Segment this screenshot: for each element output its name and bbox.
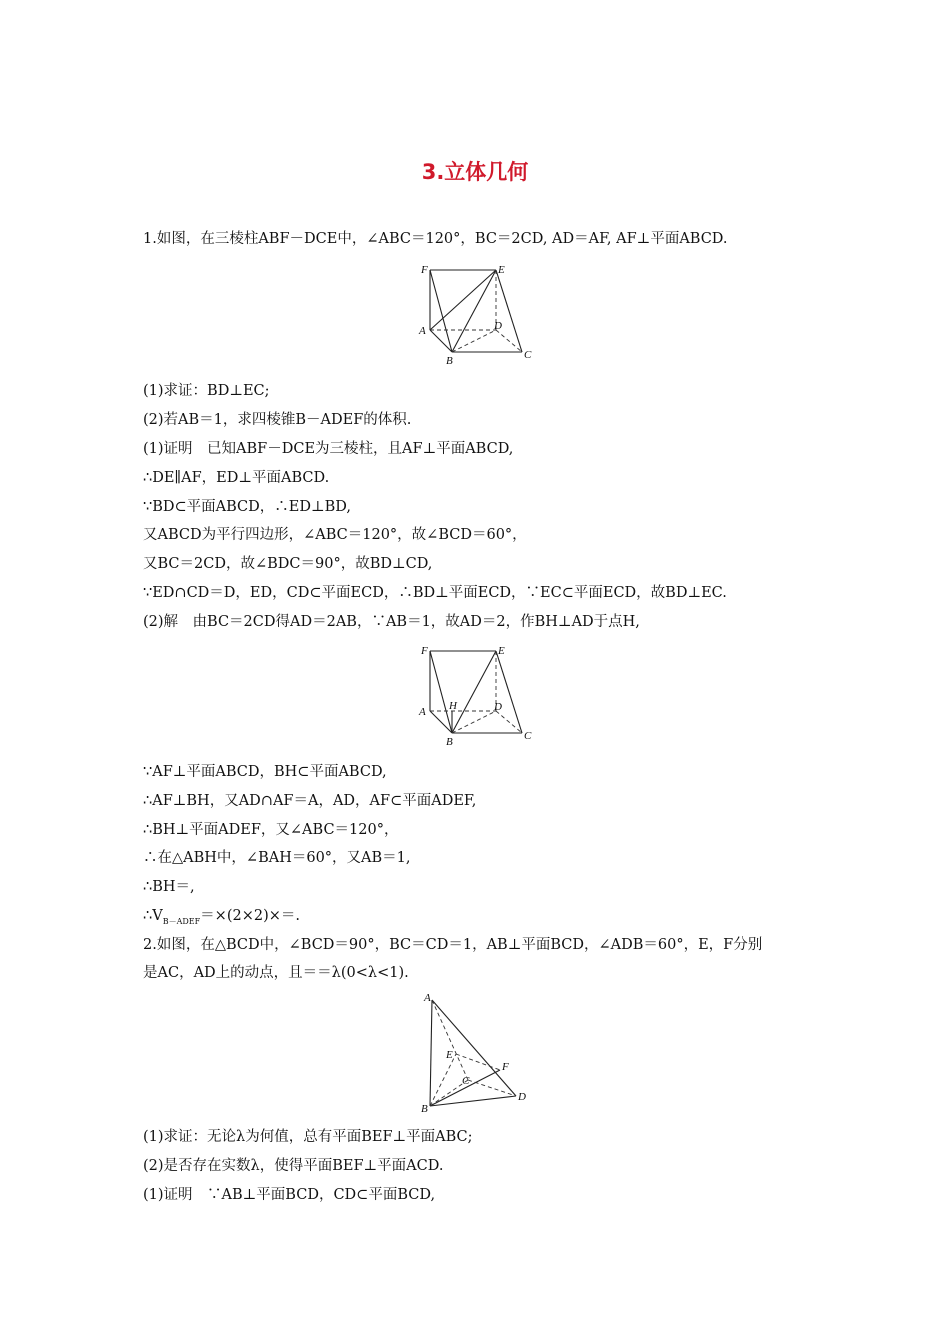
- edge-AE: [430, 270, 496, 330]
- vertex-label-D: D: [494, 701, 502, 713]
- vertex-label-F: F: [421, 264, 428, 276]
- vertex-label-E: E: [446, 1049, 453, 1061]
- edge-EC: [496, 270, 522, 352]
- vertex-label-D: D: [518, 1091, 526, 1103]
- page-title: 3.立体几何: [421, 160, 529, 184]
- problem-1-statement: 1.如图，在三棱柱ABF－DCE中，∠ABC＝120°，BC＝2CD, AD＝AF, AF⊥平面ABCD.: [143, 231, 728, 247]
- edge-AC: [432, 1000, 468, 1080]
- figure-prism-2: [416, 643, 536, 751]
- problem-2-statement: 2.如图，在△BCD中，∠BCD＝90°，BC＝CD＝1，AB⊥平面BCD，∠ADB＝60°，E，F分别: [143, 937, 763, 953]
- volume-formula: [143, 906, 300, 932]
- vertex-label-B: B: [421, 1103, 428, 1114]
- edge-FB: [430, 270, 452, 352]
- edge-EF: [456, 1054, 500, 1070]
- volume-subscript: B－ADEF: [162, 916, 201, 926]
- solution-line: (2)解 由BC＝2CD得AD＝2AB，∵AB＝1，故AD＝2，作BH⊥AD于点H,: [143, 614, 640, 630]
- vertex-label-C: C: [524, 730, 532, 742]
- solution-line: ∴AF⊥BH，又AD∩AF＝A，AD，AF⊂平面ADEF,: [143, 793, 477, 809]
- question-1-1: (1)求证：BD⊥EC;: [143, 383, 270, 399]
- proof-line: ∴DE∥AF，ED⊥平面ABCD.: [143, 470, 330, 486]
- vertex-label-A: A: [419, 325, 426, 337]
- proof-line: ∵ED∩CD＝D，ED，CD⊂平面ECD，∴BD⊥平面ECD，∵EC⊂平面ECD，故BD⊥EC.: [143, 585, 727, 601]
- solution-line: ∴BH⊥平面ADEF，又∠ABC＝120°，: [143, 822, 399, 838]
- problem-2-statement-cont: 是AC，AD上的动点，且＝＝λ(0<λ<1).: [143, 965, 409, 981]
- vertex-label-B: B: [446, 355, 453, 367]
- solution-line: ∴BH＝,: [143, 879, 195, 895]
- question-1-2: (2)若AB＝1，求四棱锥B－ADEF的体积.: [143, 412, 412, 428]
- vertex-label-C: C: [524, 349, 532, 361]
- edge-AD: [432, 1000, 516, 1096]
- edge-FB: [430, 651, 452, 733]
- edge-BE: [452, 270, 496, 352]
- edge-BD: [452, 330, 496, 352]
- vertex-label-A: A: [419, 706, 426, 718]
- vertex-label-B: B: [446, 736, 453, 748]
- figure-prism-1: [416, 262, 536, 370]
- vertex-label-A: A: [424, 992, 431, 1004]
- volume-symbol: ∴V: [143, 908, 163, 924]
- solution-line: ∴在△ABH中，∠BAH＝60°，又AB＝1,: [143, 850, 411, 866]
- edge-EC: [496, 651, 522, 733]
- edge-AB: [430, 1000, 432, 1106]
- proof-line: (1)证明 已知ABF－DCE为三棱柱，且AF⊥平面ABCD,: [143, 441, 514, 457]
- figure-tetrahedron: [418, 990, 538, 1114]
- vertex-label-F: F: [421, 645, 428, 657]
- edge-BD: [452, 711, 496, 733]
- proof-line: ∵BD⊂平面ABCD，∴ED⊥BD,: [143, 499, 351, 515]
- volume-result: ＝×(2×2)×＝.: [200, 908, 300, 924]
- proof-line: 又ABCD为平行四边形，∠ABC＝120°，故∠BCD＝60°，: [143, 527, 527, 543]
- vertex-label-E: E: [498, 264, 505, 276]
- vertex-label-D: D: [494, 320, 502, 332]
- proof-line: 又BC＝2CD，故∠BDC＝90°，故BD⊥CD,: [143, 556, 433, 572]
- edge-BE: [430, 1054, 456, 1106]
- vertex-label-E: E: [498, 645, 505, 657]
- edge-BE: [452, 651, 496, 733]
- question-2-2: (2)是否存在实数λ，使得平面BEF⊥平面ACD.: [143, 1158, 444, 1174]
- solution-line: ∵AF⊥平面ABCD，BH⊂平面ABCD,: [143, 764, 387, 780]
- vertex-label-H: H: [449, 700, 457, 712]
- vertex-label-C: C: [462, 1075, 470, 1087]
- proof-line: (1)证明 ∵AB⊥平面BCD，CD⊂平面BCD,: [143, 1187, 436, 1203]
- question-2-1: (1)求证：无论λ为何值，总有平面BEF⊥平面ABC;: [143, 1129, 473, 1145]
- vertex-label-F: F: [502, 1061, 509, 1073]
